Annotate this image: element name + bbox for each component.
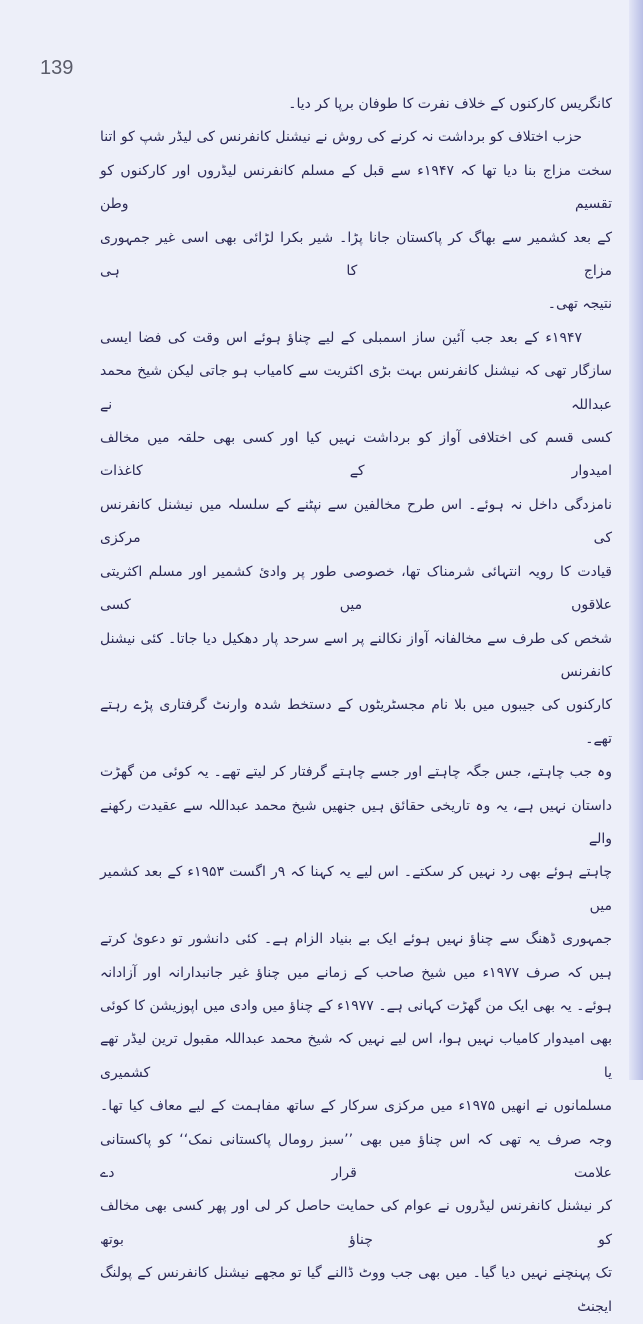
text-line: کسی قسم کی اختلافی آواز کو برداشت نہیں کیا اور کسی بھی حلقہ میں مخالف امیدوار کے کاغذات (100, 430, 612, 480)
text-line: چاہتے ہوئے بھی رد نہیں کر سکتے۔ اس لیے یہ کہنا کہ ۹ر اگست ۱۹۵۳ء کے بعد کشمیر میں (100, 864, 613, 914)
text-line: کے بعد کشمیر سے بھاگ کر پاکستان جانا پڑا۔ شیر بکرا لڑائی بھی اسی غیر جمہوری مزاج کا ہی (100, 229, 612, 280)
text-line: نامزدگی داخل نہ ہوئے۔ اس طرح مخالفین سے نپٹنے کے سلسلہ میں نیشنل کانفرنس کی مرکزی (100, 496, 612, 547)
text-line: وجہ صرف یہ تھی کہ اس چناؤ میں بھی ’’سبز رومال پاکستانی نمک‘‘ کو پاکستانی علامت قرار دے (100, 1131, 612, 1181)
text-line: کانگریس کارکنوں کے خلاف نفرت کا طوفان برپا کر دیا۔ (288, 96, 612, 112)
text-line: داستان نہیں ہے، یہ وہ تاریخی حقائق ہیں جنھیں شیخ محمد عبداللہ سے عقیدت رکھنے والے (100, 797, 612, 847)
text-line: وہ جب چاہتے، جس جگہ چاہتے اور جسے چاہتے گرفتار کر لیتے تھے۔ یہ کوئی من گھڑت (100, 764, 612, 781)
page-edge-shadow (629, 0, 643, 1080)
text-line: سخت مزاج بنا دیا تھا کہ ۱۹۴۷ء سے قبل کے مسلم کانفرنس لیڈروں اور کارکنوں کو تقسیم وطن (100, 162, 612, 213)
page-number: 139 (40, 57, 74, 79)
text-line: ہوئے۔ یہ بھی ایک من گھڑت کہانی ہے۔ ۱۹۷۷ء کے چناؤ میں وادی میں اپوزیشن کا کوئی (100, 997, 612, 1014)
text-line: نتیجہ تھی۔ (547, 296, 612, 313)
text-line: کر نیشنل کانفرنس لیڈروں نے عوام کی حمایت حاصل کر لی اور پھر کسی بھی مخالف کو چناؤ بوتھ (100, 1198, 612, 1248)
text-line: ۱۹۴۷ء کے بعد جب آئین ساز اسمبلی کے لیے چناؤ ہوئے اس وقت کی فضا ایسی (100, 329, 582, 346)
text-line: سازگار تھی کہ نیشنل کانفرنس بہت بڑی اکثریت سے کامیاب ہو جاتی لیکن شیخ محمد عبداللہ نے (100, 363, 612, 413)
text-line: کارکنوں کی جیبوں میں بلا نام مجسٹریٹوں کے دستخط شدہ وارنٹ گرفتاری پڑے رہتے تھے۔ (100, 697, 612, 747)
text-line: تک پہنچنے نہیں دیا گیا۔ میں بھی جب ووٹ ڈالنے گیا تو مجھے نیشنل کانفرنس کے پولنگ ایجنٹ (100, 1265, 612, 1315)
text-line: حزب اختلاف کو برداشت نہ کرنے کی روش نے نیشنل کانفرنس کی لیڈر شپ کو اتنا (100, 129, 582, 146)
page-body-text (100, 88, 612, 1324)
text-line: جمہوری ڈھنگ سے چناؤ نہیں ہوئے ایک بے بنیاد الزام ہے۔ کئی دانشور تو دعویٰ کرتے (100, 931, 612, 948)
text-line: ہیں کہ صرف ۱۹۷۷ء میں شیخ صاحب کے زمانے میں چناؤ غیر جانبدارانہ اور آزادانہ (100, 964, 613, 981)
text-line: شخص کی طرف سے مخالفانہ آواز نکالنے پر اسے سرحد پار دھکیل دیا جاتا۔ کئی نیشنل کانفرنس (100, 630, 612, 680)
text-line: مسلمانوں نے انھیں ۱۹۷۵ء میں مرکزی سرکار کے ساتھ مفاہمت کے لیے معاف کیا تھا۔ (100, 1098, 612, 1115)
text-line: قیادت کا رویہ انتہائی شرمناک تھا، خصوصی طور پر وادئ کشمیر اور مسلم اکثریتی علاقوں میں کسی (100, 563, 612, 614)
text-line: بھی امیدوار کامیاب نہیں ہوا، اس لیے نہیں کہ شیخ محمد عبداللہ مقبول ترین لیڈر تھے یا کشمیری (100, 1031, 612, 1081)
